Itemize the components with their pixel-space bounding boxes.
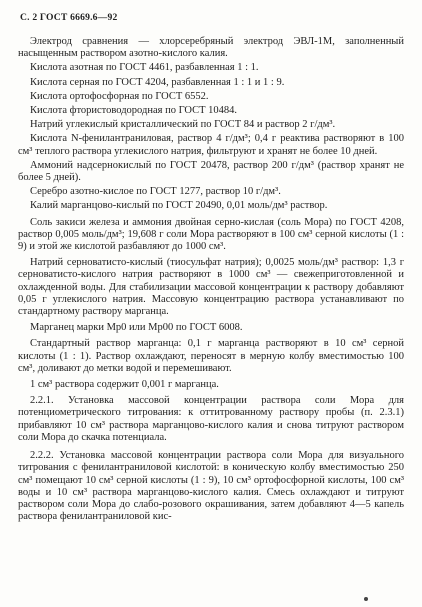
document-body [18,36,404,527]
paragraph-section-2-2-1: 2.2.1. Установка массовой концентрации раствора соли Мора для потенциометрического титрования: к оттитрованному раствору пробы (п. 2.3.1) прибавляют 10 см³ раствора марганцово-кислого калия и снова титруют раствором соли Мора до скачка потенциала. [18,395,404,443]
paragraph-reference-electrode: Электрод сравнения — хлорсеребряный электрод ЭВЛ-1М, заполненный насыщенным раствором азотно-кислого калия. [18,36,404,60]
paragraph-sodium-carbonate: Натрий углекислый кристаллический по ГОСТ 84 и раствор 2 г/дм³. [30,119,336,131]
paragraph-manganese-content: 1 см³ раствора содержит 0,001 г марганца. [30,379,219,391]
paragraph-hydrofluoric-acid: Кислота фтористоводородная по ГОСТ 10484. [30,105,238,117]
paragraph-phenylanthranilic-acid: Кислота N-фенилантраниловая, раствор 4 г/дм³; 0,4 г реактива растворяют в 100 см³ теплого раствора углекислого натрия, фильтруют и хранят не более 10 дней. [18,133,404,157]
page-header: С. 2 ГОСТ 6669.6—92 [20,12,118,23]
paragraph-phosphoric-acid: Кислота ортофосфорная по ГОСТ 6552. [30,90,209,102]
paragraph-sodium-thiosulfate: Натрий серноватисто-кислый (тиосульфат натрия); 0,0025 моль/дм³ раствор: 1,3 г серноватисто-кислого натрия растворяют в 1000 см³ — свежеприготовленной и охлажденной воды. Для стабилизации массовой концентрации к раствору добавляют 0,05 г углекислого натрия. Массовую концентрацию раствора устанавливают по стандартному раствору марганца. [18,257,404,318]
paragraph-section-2-2-2: 2.2.2. Установка массовой концентрации раствора соли Мора для визуального титрования с фенилантраниловой кислотой: в коническую колбу вместимостью 250 см³ помещают 10 см³ серной кислоты (1 : 9), 10 см³ ортофосфорной кислоты, 100 см³ воды и 10 см³ раствора марганцово-кислого калия. Смесь охлаждают и титруют раствором соли Мора до слабо-розового окрашивания, затем добавляют 4—5 капель раствора фенилантраниловой кис- [18,450,404,523]
paragraph-mohr-salt: Соль закиси железа и аммония двойная серно-кислая (соль Мора) по ГОСТ 4208, раствор 0,005 моль/дм³; 19,608 г соли Мора растворяют в 100 см³ серной кислоты (1 : 9) и этой же кислотой разбавляют до 1000 см³. [18,216,404,253]
paragraph-standard-manganese-solution: Стандартный раствор марганца: 0,1 г марганца растворяют в 10 см³ серной кислоты (1 : 1). Раствор охлаждают, переносят в мерную колбу вместимостью 100 см³, доливают до метки водой и перемешивают. [18,338,404,374]
paragraph-sulfuric-acid: Кислота серная по ГОСТ 4204, разбавленная 1 : 1 и 1 : 9. [30,76,285,88]
paragraph-manganese-grade: Марганец марки Мр0 или Мр00 по ГОСТ 6008. [30,322,243,334]
paragraph-potassium-permanganate: Калий марганцово-кислый по ГОСТ 20490, 0,01 моль/дм³ раствор. [30,200,328,212]
paragraph-ammonium-persulfate: Аммоний надсернокислый по ГОСТ 20478, раствор 200 г/дм³ (раствор хранят не более 5 дней). [18,159,404,184]
page-corner-dot [364,597,368,601]
paragraph-nitric-acid: Кислота азотная по ГОСТ 4461, разбавленная 1 : 1. [30,62,259,74]
paragraph-silver-nitrate: Серебро азотно-кислое по ГОСТ 1277, раствор 10 г/дм³. [30,186,281,198]
